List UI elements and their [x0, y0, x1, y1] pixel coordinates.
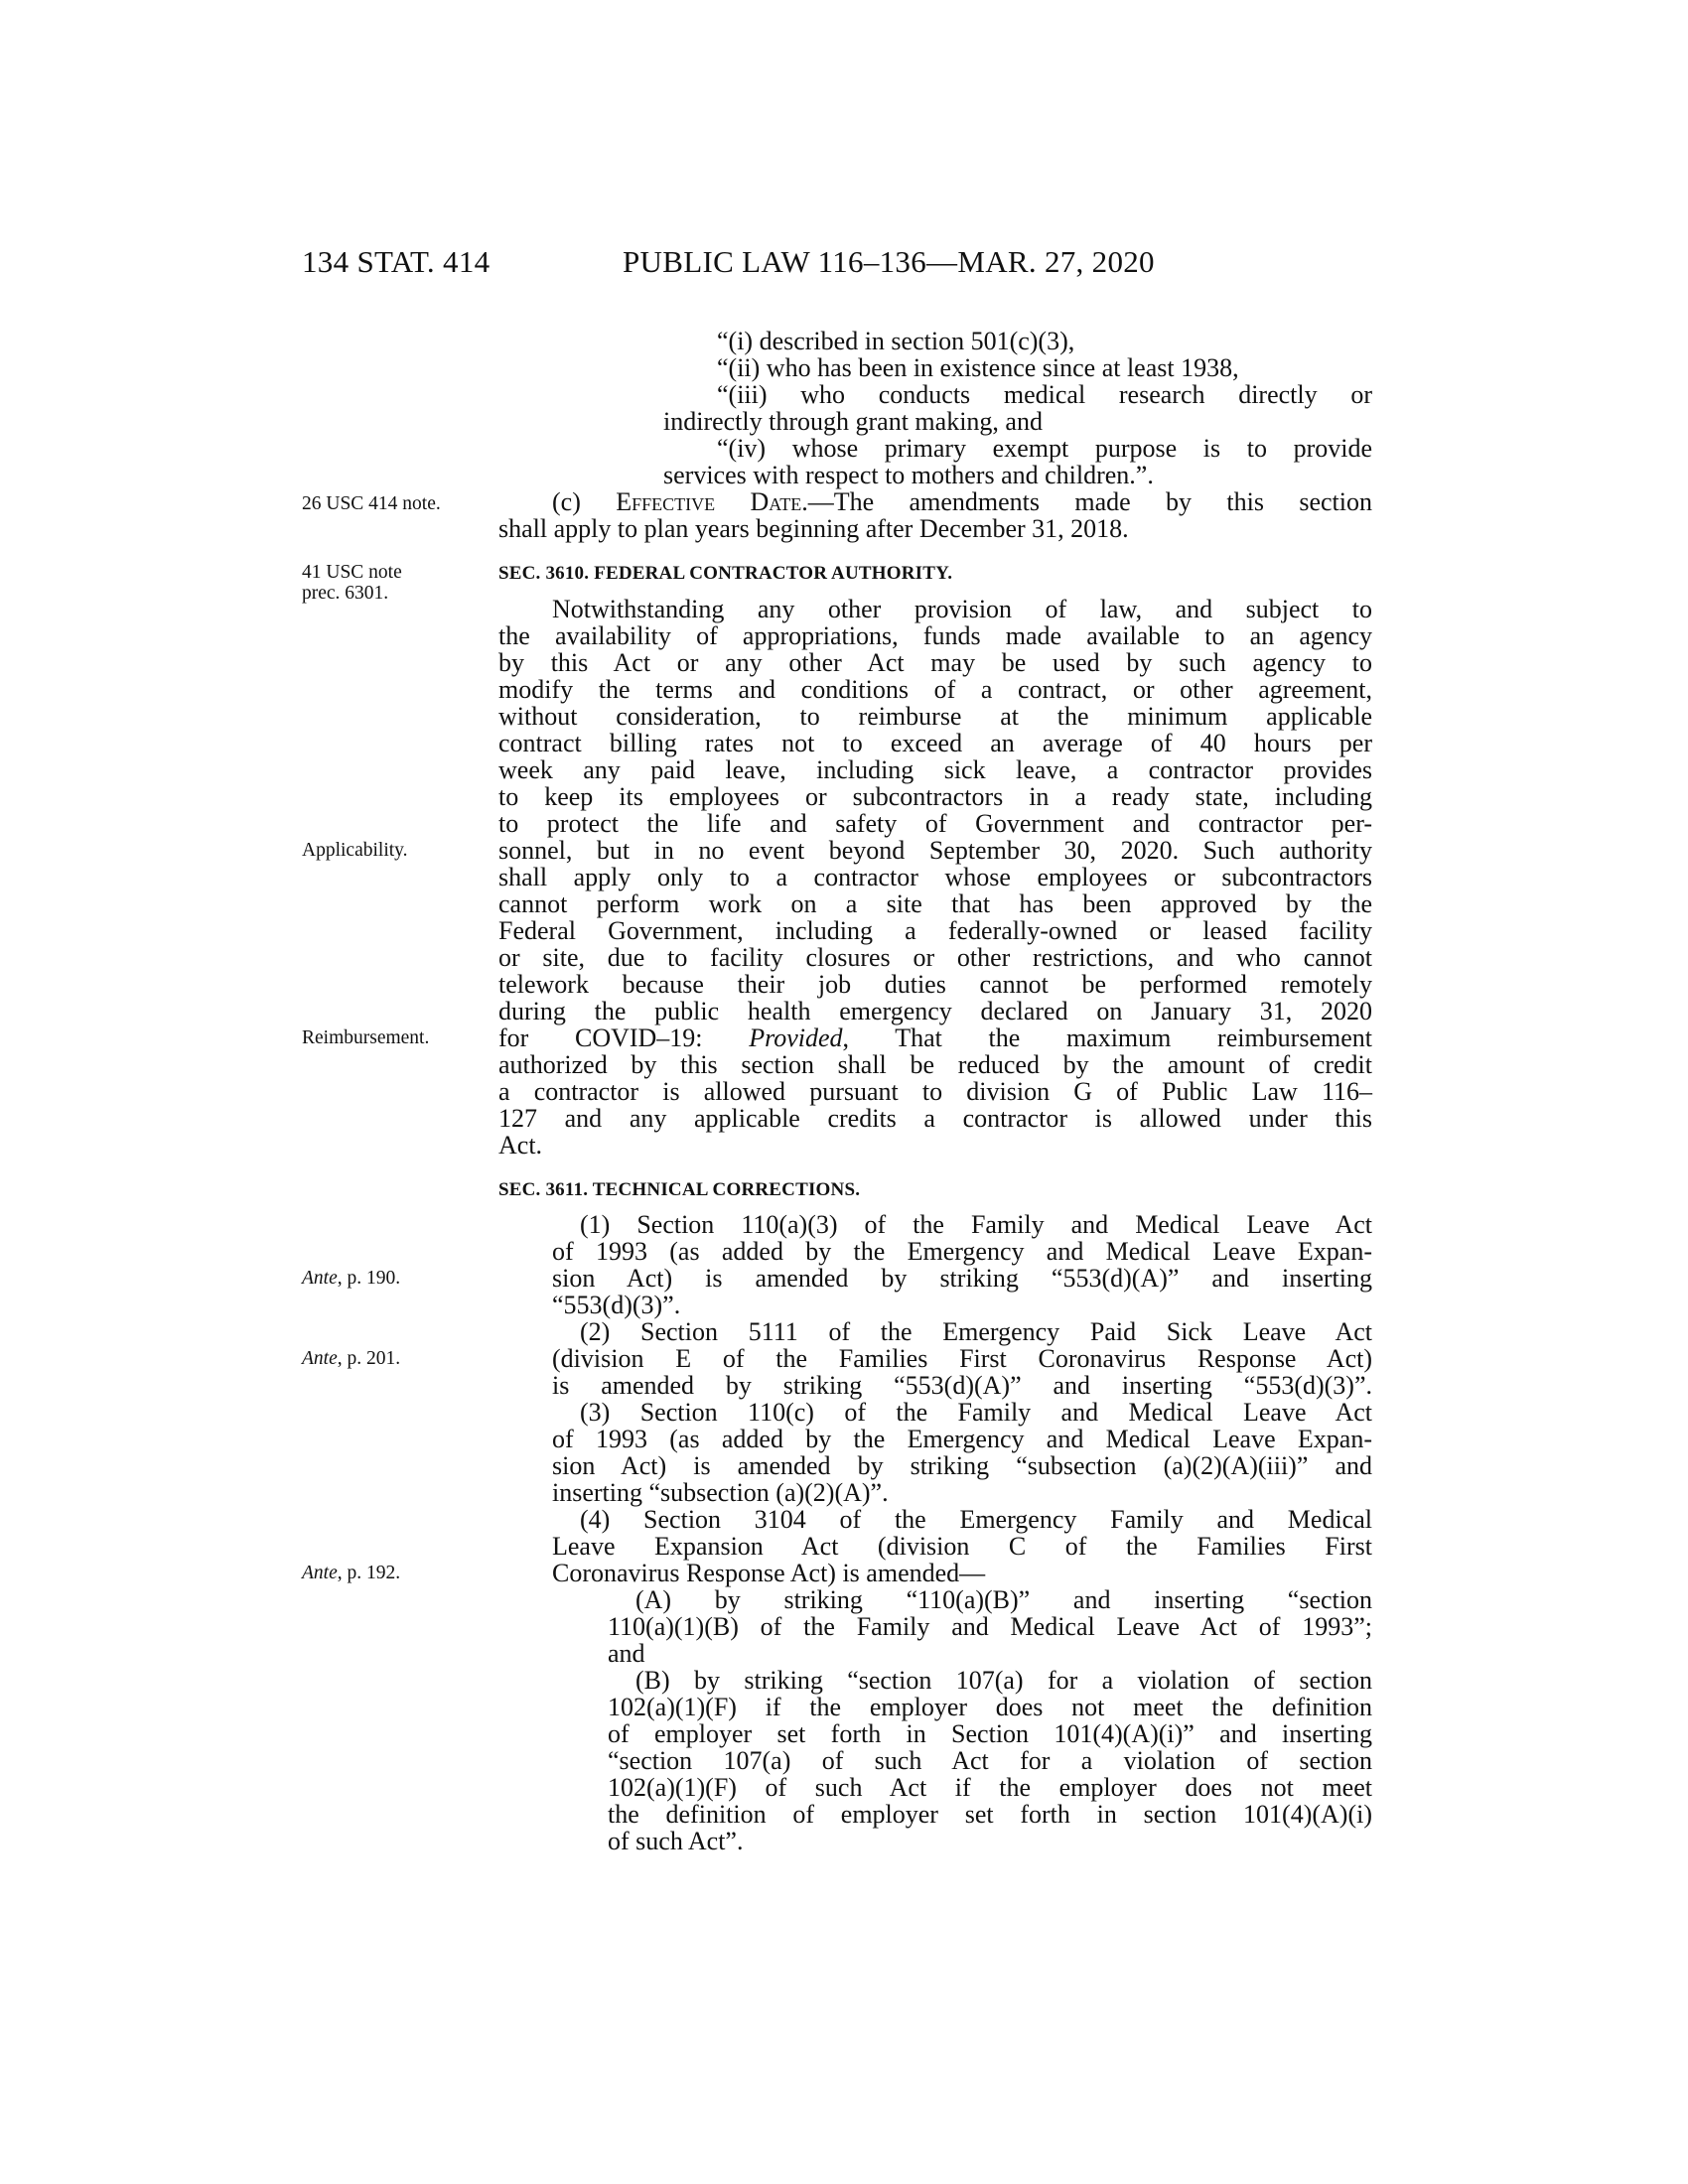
sec3610-line: 127 and any applicable credits a contractor is allowed under this: [498, 1104, 1372, 1133]
sec3610-line: Notwithstanding any other provision of law, and subject to: [552, 595, 1372, 623]
margin-note-ante-190: Ante, p. 190.: [302, 1268, 401, 1289]
correction-4-line: (4) Section 3104 of the Emergency Family and Medical: [580, 1505, 1372, 1534]
sec3610-line: to keep its employees or subcontractors in a ready state, including: [498, 782, 1372, 811]
sec3610-line: telework because their job duties cannot be performed remotely: [498, 970, 1372, 999]
page-reference: 134 STAT. 414: [302, 244, 491, 279]
page-title: PUBLIC LAW 116–136—MAR. 27, 2020: [623, 244, 1155, 279]
sec3610-line: to protect the life and safety of Government and contractor per-: [498, 809, 1372, 838]
subclause-b-line: 102(a)(1)(F) of such Act if the employer does not meet: [608, 1773, 1372, 1802]
effective-date-caption: Effective Date: [616, 487, 802, 516]
sec3610-line: week any paid leave, including sick leave, a contractor provides: [498, 755, 1372, 784]
subclause-b-last: of such Act”.: [608, 1827, 744, 1855]
clause-iii: “(iii) who conducts medical research directly or: [717, 380, 1372, 409]
subclause-b-line: of employer set forth in Section 101(4)(A)(i)” and inserting: [608, 1719, 1372, 1748]
margin-note-applicability: Applicability.: [302, 840, 408, 861]
sec3610-line: authorized by this section shall be reduced by the amount of credit: [498, 1050, 1372, 1079]
subclause-b-line: 102(a)(1)(F) if the employer does not meet the definition: [608, 1693, 1372, 1721]
correction-3-line: (3) Section 110(c) of the Family and Medical Leave Act: [580, 1398, 1372, 1427]
section-3611-heading: SEC. 3611. TECHNICAL CORRECTIONS.: [498, 1179, 861, 1200]
correction-3-last: inserting “subsection (a)(2)(A)”.: [552, 1478, 889, 1507]
margin-note-usc-414: 26 USC 414 note.: [302, 493, 441, 514]
sec3610-line: shall apply only to a contractor whose employees or subcontractors: [498, 863, 1372, 891]
correction-3-line: of 1993 (as added by the Emergency and Medical Leave Expan-: [552, 1425, 1372, 1453]
clause-i: “(i) described in section 501(c)(3),: [717, 327, 1075, 355]
sec3610-line: a contractor is allowed pursuant to division G of Public Law 116–: [498, 1077, 1372, 1106]
sec3610-line: by this Act or any other Act may be used by such agency to: [498, 648, 1372, 677]
subclause-a-line: 110(a)(1)(B) of the Family and Medical Leave Act of 1993”;: [608, 1612, 1372, 1641]
effective-date-line-2: shall apply to plan years beginning after December 31, 2018.: [498, 514, 1129, 543]
subclause-b-line: (B) by striking “section 107(a) for a violation of section: [635, 1666, 1372, 1695]
subclause-a-last: and: [608, 1639, 645, 1668]
clause-iv-cont: services with respect to mothers and children.”.: [663, 461, 1154, 489]
subclause-a-line: (A) by striking “110(a)(B)” and inserting “section: [635, 1585, 1372, 1614]
subclause-b-line: “section 107(a) of such Act for a violation of section: [608, 1746, 1372, 1775]
margin-note-reimbursement: Reimbursement.: [302, 1027, 430, 1048]
margin-note-usc-6301: 41 USC note: [302, 562, 402, 583]
subclause-b-line: the definition of employer set forth in section 101(4)(A)(i): [608, 1800, 1372, 1829]
correction-1-line: of 1993 (as added by the Emergency and Medical Leave Expan-: [552, 1237, 1372, 1266]
sec3610-line: modify the terms and conditions of a contract, or other agreement,: [498, 675, 1372, 704]
section-3610-heading: SEC. 3610. FEDERAL CONTRACTOR AUTHORITY.: [498, 563, 953, 584]
sec3610-line: during the public health emergency declared on January 31, 2020: [498, 997, 1372, 1025]
sec3610-line: sonnel, but in no event beyond September 30, 2020. Such authority: [498, 836, 1372, 865]
sec3610-line: Federal Government, including a federally-owned or leased facility: [498, 916, 1372, 945]
correction-1-line: sion Act) is amended by striking “553(d)(A)” and inserting: [552, 1264, 1372, 1293]
correction-4-last: Coronavirus Response Act) is amended—: [552, 1559, 986, 1587]
margin-note-ante-201: Ante, p. 201.: [302, 1348, 401, 1369]
sec3610-line: or site, due to facility closures or other restrictions, and who cannot: [498, 943, 1372, 972]
correction-4-line: Leave Expansion Act (division C of the Families First: [552, 1532, 1372, 1561]
sec3610-line: the availability of appropriations, funds made available to an agency: [498, 621, 1372, 650]
correction-1-last: “553(d)(3)”.: [552, 1291, 681, 1319]
sec3610-line: without consideration, to reimburse at the minimum applicable: [498, 702, 1372, 731]
clause-iii-cont: indirectly through grant making, and: [663, 407, 1043, 436]
margin-note-usc-6301-prec: prec. 6301.: [302, 583, 389, 604]
sec3610-line: contract billing rates not to exceed an average of 40 hours per: [498, 729, 1372, 757]
correction-2-line: (2) Section 5111 of the Emergency Paid Sick Leave Act: [580, 1317, 1372, 1346]
clause-iv: “(iv) whose primary exempt purpose is to provide: [717, 434, 1372, 463]
sec3610-line: cannot perform work on a site that has been approved by the: [498, 889, 1372, 918]
margin-note-ante-192: Ante, p. 192.: [302, 1563, 401, 1583]
correction-3-line: sion Act) is amended by striking “subsection (a)(2)(A)(iii)” and: [552, 1451, 1372, 1480]
sec3610-proviso-line: for COVID–19: Provided, That the maximum reimbursement: [498, 1024, 1372, 1052]
provided-italic: Provided: [749, 1024, 843, 1052]
clause-ii: “(ii) who has been in existence since at least 1938,: [717, 353, 1239, 382]
effective-date-line-1: (c) Effective Date.—The amendments made by this section: [552, 487, 1372, 516]
correction-2-line: is amended by striking “553(d)(A)” and inserting “553(d)(3)”.: [552, 1371, 1372, 1400]
sec3610-last-line: Act.: [498, 1131, 543, 1160]
correction-1-line: (1) Section 110(a)(3) of the Family and Medical Leave Act: [580, 1210, 1372, 1239]
correction-2-line: (division E of the Families First Coronavirus Response Act): [552, 1344, 1372, 1373]
